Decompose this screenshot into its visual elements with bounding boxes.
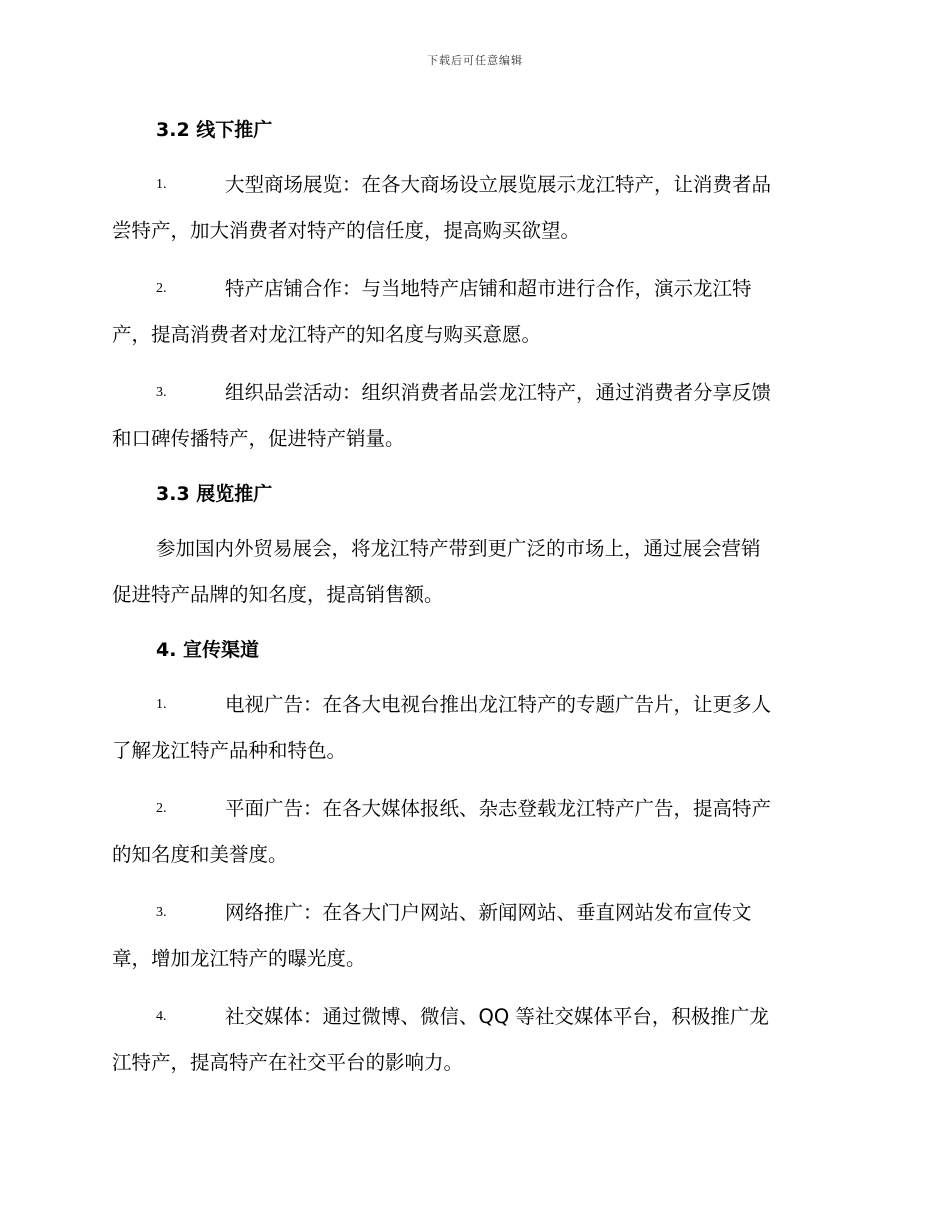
list-item-text-continued: 了解龙江特产品种和特色。: [112, 739, 347, 762]
list-item-text-continued: 章，增加龙江特产的曝光度。: [112, 947, 366, 970]
list-item: [112, 994, 834, 1086]
list-item-text: 组织品尝活动：组织消费者品尝龙江特产，通过消费者分享反馈: [225, 381, 772, 404]
list-item-text: 电视广告：在各大电视台推出龙江特产的专题广告片，让更多人: [225, 693, 772, 716]
list-item: [112, 370, 834, 462]
page-header: 下载后可任意编辑: [427, 54, 523, 67]
list-item-text: 大型商场展览：在各大商场设立展览展示龙江特产，让消费者品: [225, 173, 772, 196]
list-item-number: 1.: [156, 177, 167, 192]
list-item-number: 3.: [156, 905, 167, 920]
list-item-text-continued: 产，提高消费者对龙江特产的知名度与购买意愿。: [112, 323, 542, 346]
section-heading-3-2: 3.2 线下推广: [156, 119, 273, 141]
list-item: [112, 682, 834, 774]
list-item-number: 3.: [156, 385, 167, 400]
list-item: [112, 162, 834, 254]
list-item-text: 社交媒体：通过微博、微信、QQ 等社交媒体平台，积极推广龙: [225, 1005, 769, 1028]
list-item-number: 1.: [156, 697, 167, 712]
paragraph: [112, 526, 834, 618]
list-item-text-continued: 和口碑传播特产，促进特产销量。: [112, 427, 405, 450]
list-item: [112, 890, 834, 982]
list-item-text: 网络推广：在各大门户网站、新闻网站、垂直网站发布宣传文: [225, 901, 752, 924]
section-heading-4: 4. 宣传渠道: [156, 639, 260, 661]
paragraph-line: 促进特产品牌的知名度，提高销售额。: [112, 583, 444, 606]
list-item-text-continued: 江特产，提高特产在社交平台的影响力。: [112, 1051, 464, 1074]
list-item-text-continued: 尝特产，加大消费者对特产的信任度，提高购买欲望。: [112, 219, 581, 242]
list-item-text: 平面广告：在各大媒体报纸、杂志登载龙江特产广告，提高特产: [225, 797, 772, 820]
paragraph-line: 参加国内外贸易展会，将龙江特产带到更广泛的市场上，通过展会营销: [156, 537, 761, 560]
section-heading-3-3: 3.3 展览推广: [156, 483, 273, 505]
list-item-text: 特产店铺合作：与当地特产店铺和超市进行合作，演示龙江特: [225, 277, 752, 300]
list-item-number: 2.: [156, 801, 167, 816]
document-body: [112, 110, 834, 1086]
list-item: [112, 786, 834, 878]
list-item-text-continued: 的知名度和美誉度。: [112, 843, 288, 866]
list-item-number: 2.: [156, 281, 167, 296]
list-item: [112, 266, 834, 358]
list-item-number: 4.: [156, 1009, 167, 1024]
